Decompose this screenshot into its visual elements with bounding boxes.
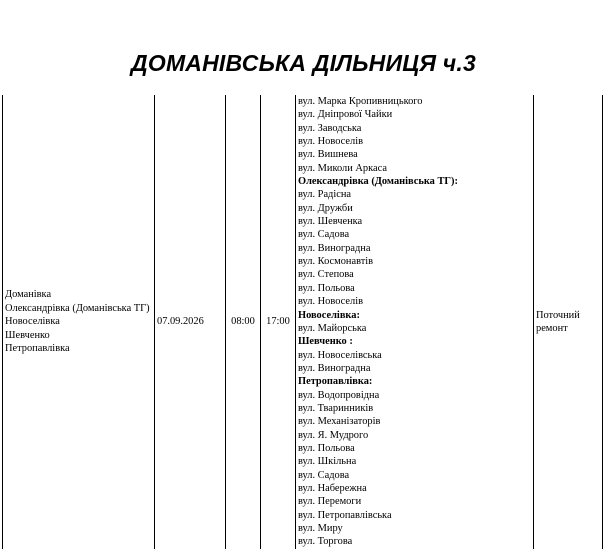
street-item: вул. Новоселів — [298, 296, 363, 308]
settlement-heading: Олександрівка (Доманівська ТГ): — [298, 176, 458, 188]
settlements-cell — [3, 95, 155, 549]
street-item: вул. Механізаторів — [298, 416, 381, 428]
street-item: вул. Дніпрової Чайки — [298, 109, 393, 121]
settlement-name: Шевченко — [5, 329, 50, 341]
street-item: вул. Виноградна — [298, 242, 371, 254]
settlement-heading: Шевченко : — [298, 336, 353, 348]
street-item: вул. Дружби — [298, 202, 353, 214]
street-item: вул. Вишнева — [298, 149, 358, 161]
street-item: вул. Степова — [298, 269, 354, 281]
streets-cell — [296, 95, 534, 549]
street-item: вул. Марка Кропивницького — [298, 96, 423, 107]
street-item: вул. Виноградна — [298, 362, 371, 374]
street-item: вул. Майорська — [298, 322, 367, 334]
settlement-heading: Петропавлівка: — [298, 376, 373, 388]
street-item: вул. Миколи Аркаса — [298, 162, 387, 174]
street-item: вул. Новоселівська — [298, 349, 382, 361]
street-item: вул. Заводська — [298, 122, 362, 134]
street-item: вул. Радісна — [298, 189, 352, 201]
street-item: вул. Набережна — [298, 482, 367, 494]
street-item: вул. Садова — [298, 229, 350, 241]
start-time-cell: 08:00 — [226, 95, 261, 549]
street-item: вул. Польова — [298, 282, 355, 294]
street-item: вул. Миру — [298, 523, 343, 534]
outage-schedule-table — [2, 95, 603, 549]
date-cell: 07.09.2026 — [155, 95, 226, 549]
street-item: вул. Перемоги — [298, 496, 362, 508]
settlement-name: Новоселівка — [5, 316, 60, 328]
settlement-heading: Новоселівка: — [298, 309, 360, 321]
settlement-name: Олександрівка (Доманівська ТГ) — [5, 302, 150, 314]
work-type-cell: Поточний ремонт — [534, 95, 603, 549]
street-item: вул. Петропавлівська — [298, 509, 392, 521]
settlement-name: Доманівка — [5, 289, 52, 301]
street-item: вул. Я. Мудрого — [298, 429, 369, 441]
street-item: вул. Тваринників — [298, 402, 374, 414]
street-item: вул. Садова — [298, 469, 350, 481]
street-item: вул. Космонавтів — [298, 256, 374, 268]
street-item: вул. Шкільна — [298, 456, 357, 468]
settlement-name: Петропавлівка — [5, 342, 70, 354]
table-row — [3, 95, 603, 549]
page-title: ДОМАНІВСЬКА ДІЛЬНИЦЯ ч.3 — [131, 50, 476, 76]
street-item: вул. Водопровідна — [298, 389, 380, 401]
end-time-cell: 17:00 — [261, 95, 296, 549]
street-item: вул. Шевченка — [298, 216, 363, 228]
street-item: вул. Торгова — [298, 536, 353, 548]
street-item: вул. Новоселів — [298, 136, 363, 148]
street-item: вул. Польова — [298, 442, 355, 454]
